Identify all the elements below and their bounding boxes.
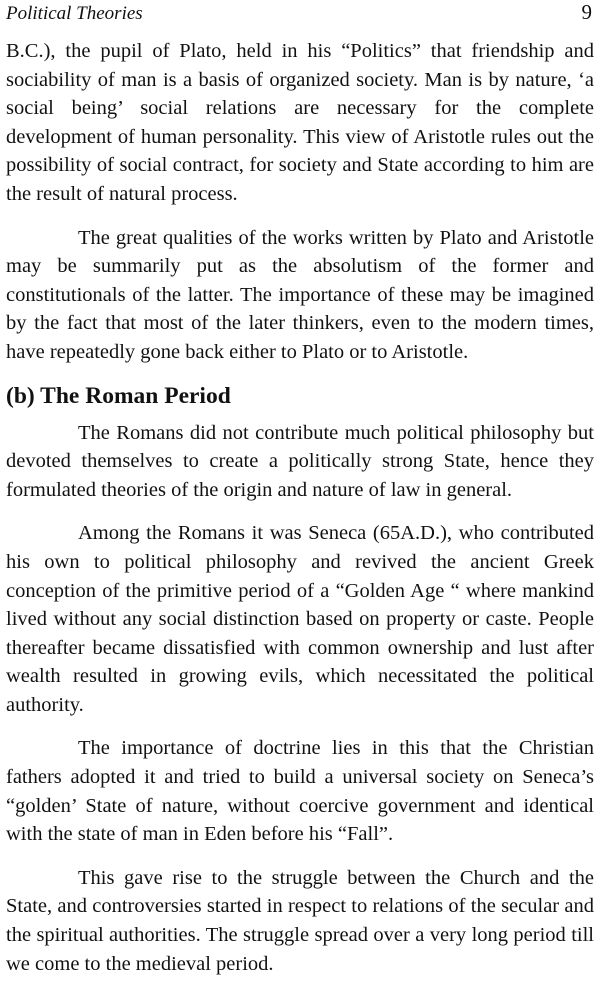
paragraph: This gave rise to the struggle between the Church and the State, and controversies started in respect to relations of the secular and the spiritual authorities. The struggle spread over a very long period till we come to the medieval period. — [6, 866, 594, 975]
paragraph: The importance of doctrine lies in this that the Christian fathers adopted it and tried to build a universal society on Seneca’s “golden’ State of nature, without coercive government and identical with the state of man in Eden before his “Fall”. — [6, 737, 594, 846]
running-header — [6, 0, 592, 24]
paragraph-continued: B.C.), the pupil of Plato, held in his “Politics” that friendship and sociability of man is a basis of organized society. Man is by nature, ‘a social being’ social relations are necessary for the complete development of human personality. This view of Aristotle rules out the possibility of social contract, for society and State according to him are the result of natural process. — [6, 40, 594, 205]
page-number: 9 — [581, 0, 592, 24]
paragraph: The great qualities of the works written by Plato and Aristotle may be summarily put as the absolutism of the former and constitutionals of the latter. The importance of these may be imagined by the fact that most of the later thinkers, even to the modern times, have repeatedly gone back either to Plato or to Aristotle. — [6, 226, 594, 363]
section-heading: (b) The Roman Period — [6, 382, 231, 409]
paragraph: Among the Romans it was Seneca (65A.D.), who contributed his own to political philosophy and revived the ancient Greek conception of the primitive period of a “Golden Age “ where mankind lived without any social distinction based on property or caste. People thereafter became dissatisfied with common ownership and lust after wealth resulted in growing evils, which necessitated the political authority. — [6, 522, 594, 716]
running-title: Political Theories — [6, 3, 143, 24]
paragraph: The Romans did not contribute much political philosophy but devoted themselves to create a politically strong State, hence they formulated theories of the origin and nature of law in general. — [6, 421, 594, 501]
page-body — [6, 37, 594, 978]
